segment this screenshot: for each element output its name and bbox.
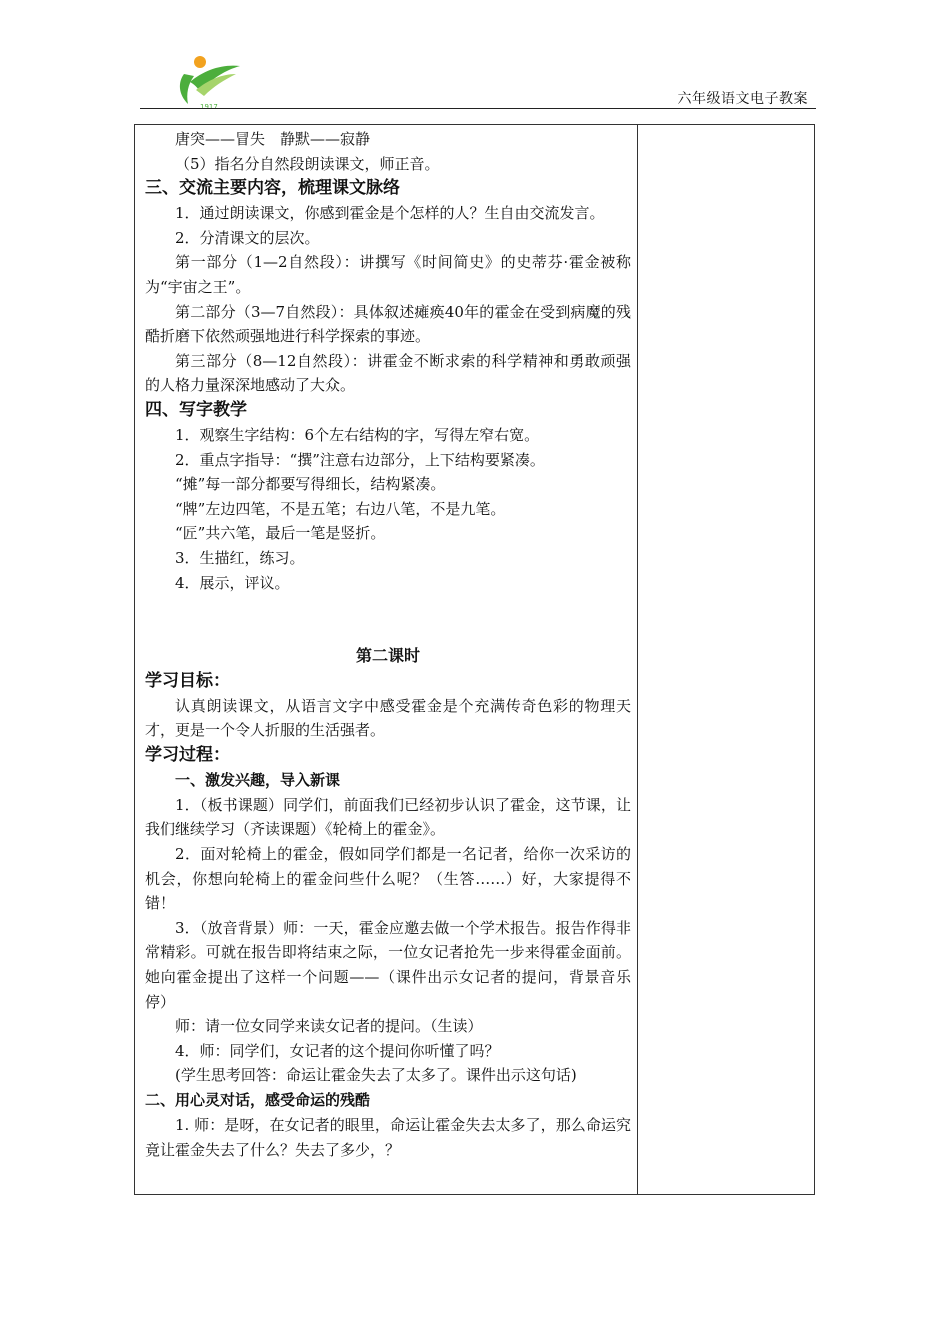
section-heading: 三、交流主要内容，梳理课文脉络 [145,178,400,199]
text-line: 2．分清课文的层次。 [175,228,320,247]
text-line: “摊”每一部分都要写得细长，结构紧凑。 [175,475,446,494]
text-line: 第一部分（1—2自然段）：讲撰写《时间简史》的史蒂芬·霍金被称为“宇宙之王”。 [145,253,631,296]
school-logo [170,52,242,110]
text-line: 唐突——冒失 静默——寂静 [175,130,371,148]
text-line: 1. 师：是呀，在女记者的眼里，命运让霍金失去太多了，那么命运究竟让霍金失去了什么？失去了多少，？ [145,1116,631,1159]
column-divider [637,125,638,1194]
process-heading: 学习过程： [145,744,230,765]
text-line: 2．面对轮椅上的霍金，假如同学们都是一名记者，给你一次采访的机会，你想向轮椅上的霍金问些什么呢？（生答……）好，大家提得不错！ [145,845,631,913]
lesson-table [134,124,815,1195]
logo-leaf-left [180,74,194,104]
section-heading: 四、写字教学 [145,399,247,420]
goal-heading: 学习目标： [145,670,230,691]
lesson-content [145,127,631,1162]
header-title: 六年级语文电子教案 [677,91,808,107]
goal-text: 认真朗读课文，从语言文字中感受霍金是个充满传奇色彩的物理天才，更是一个令人折服的生活强者。 [145,696,631,740]
text-line: 师：请一位女同学来读女记者的提问。（生读） [175,1017,483,1036]
part-heading: 一、激发兴趣，导入新课 [175,770,341,789]
text-line: 第三部分（8—12自然段）：讲霍金不断求索的科学精神和勇敢顽强的人格力量深深地感动了大众。 [145,351,631,395]
logo-year: 1917 [200,103,218,110]
text-line: “牌”左边四笔，不是五笔；右边八笔，不是九笔。 [175,499,506,518]
spacer [145,595,631,644]
text-line: 1．（板书课题）同学们，前面我们已经初步认识了霍金，这节课，让我们继续学习（齐读课题）《轮椅上的霍金》。 [145,795,631,839]
text-line: 1．通过朗读课文，你感到霍金是个怎样的人？生自由交流发言。 [175,204,605,223]
text-line: 3．生描红，练习。 [175,548,305,567]
text-line: （5）指名分自然段朗读课文，师正音。 [175,154,440,173]
text-line: 2．重点字指导：“撰”注意右边部分，上下结构要紧凑。 [175,450,545,469]
part-heading: 二、用心灵对话，感受命运的残酷 [145,1091,371,1109]
period-title: 第二课时 [355,646,420,666]
text-line: 3．（放音背景）师：一天，霍金应邀去做一个学术报告。报告作得非常精彩。可就在报告即将结束之际，一位女记者抢先一步来得霍金面前。她向霍金提出了这样一个问题——（课件出示女记者的提问，背景音乐停） [145,918,631,1011]
logo-sun [194,56,206,68]
text-line: (学生思考回答：命运让霍金失去了太多了。课件出示这句话) [175,1066,577,1085]
text-line: 4．展示，评议。 [175,573,290,592]
text-line: “匠”共六笔，最后一笔是竖折。 [175,524,386,543]
text-line: 1．观察生字结构：6个左右结构的字，写得左窄右宽。 [175,425,540,444]
header-rule [140,108,816,109]
text-line: 4．师：同学们，女记者的这个提问你听懂了吗？ [175,1041,500,1060]
text-line: 第二部分（3—7自然段）：具体叙述瘫痪40年的霍金在受到病魔的残酷折磨下依然顽强地进行科学探索的事迹。 [145,302,631,346]
